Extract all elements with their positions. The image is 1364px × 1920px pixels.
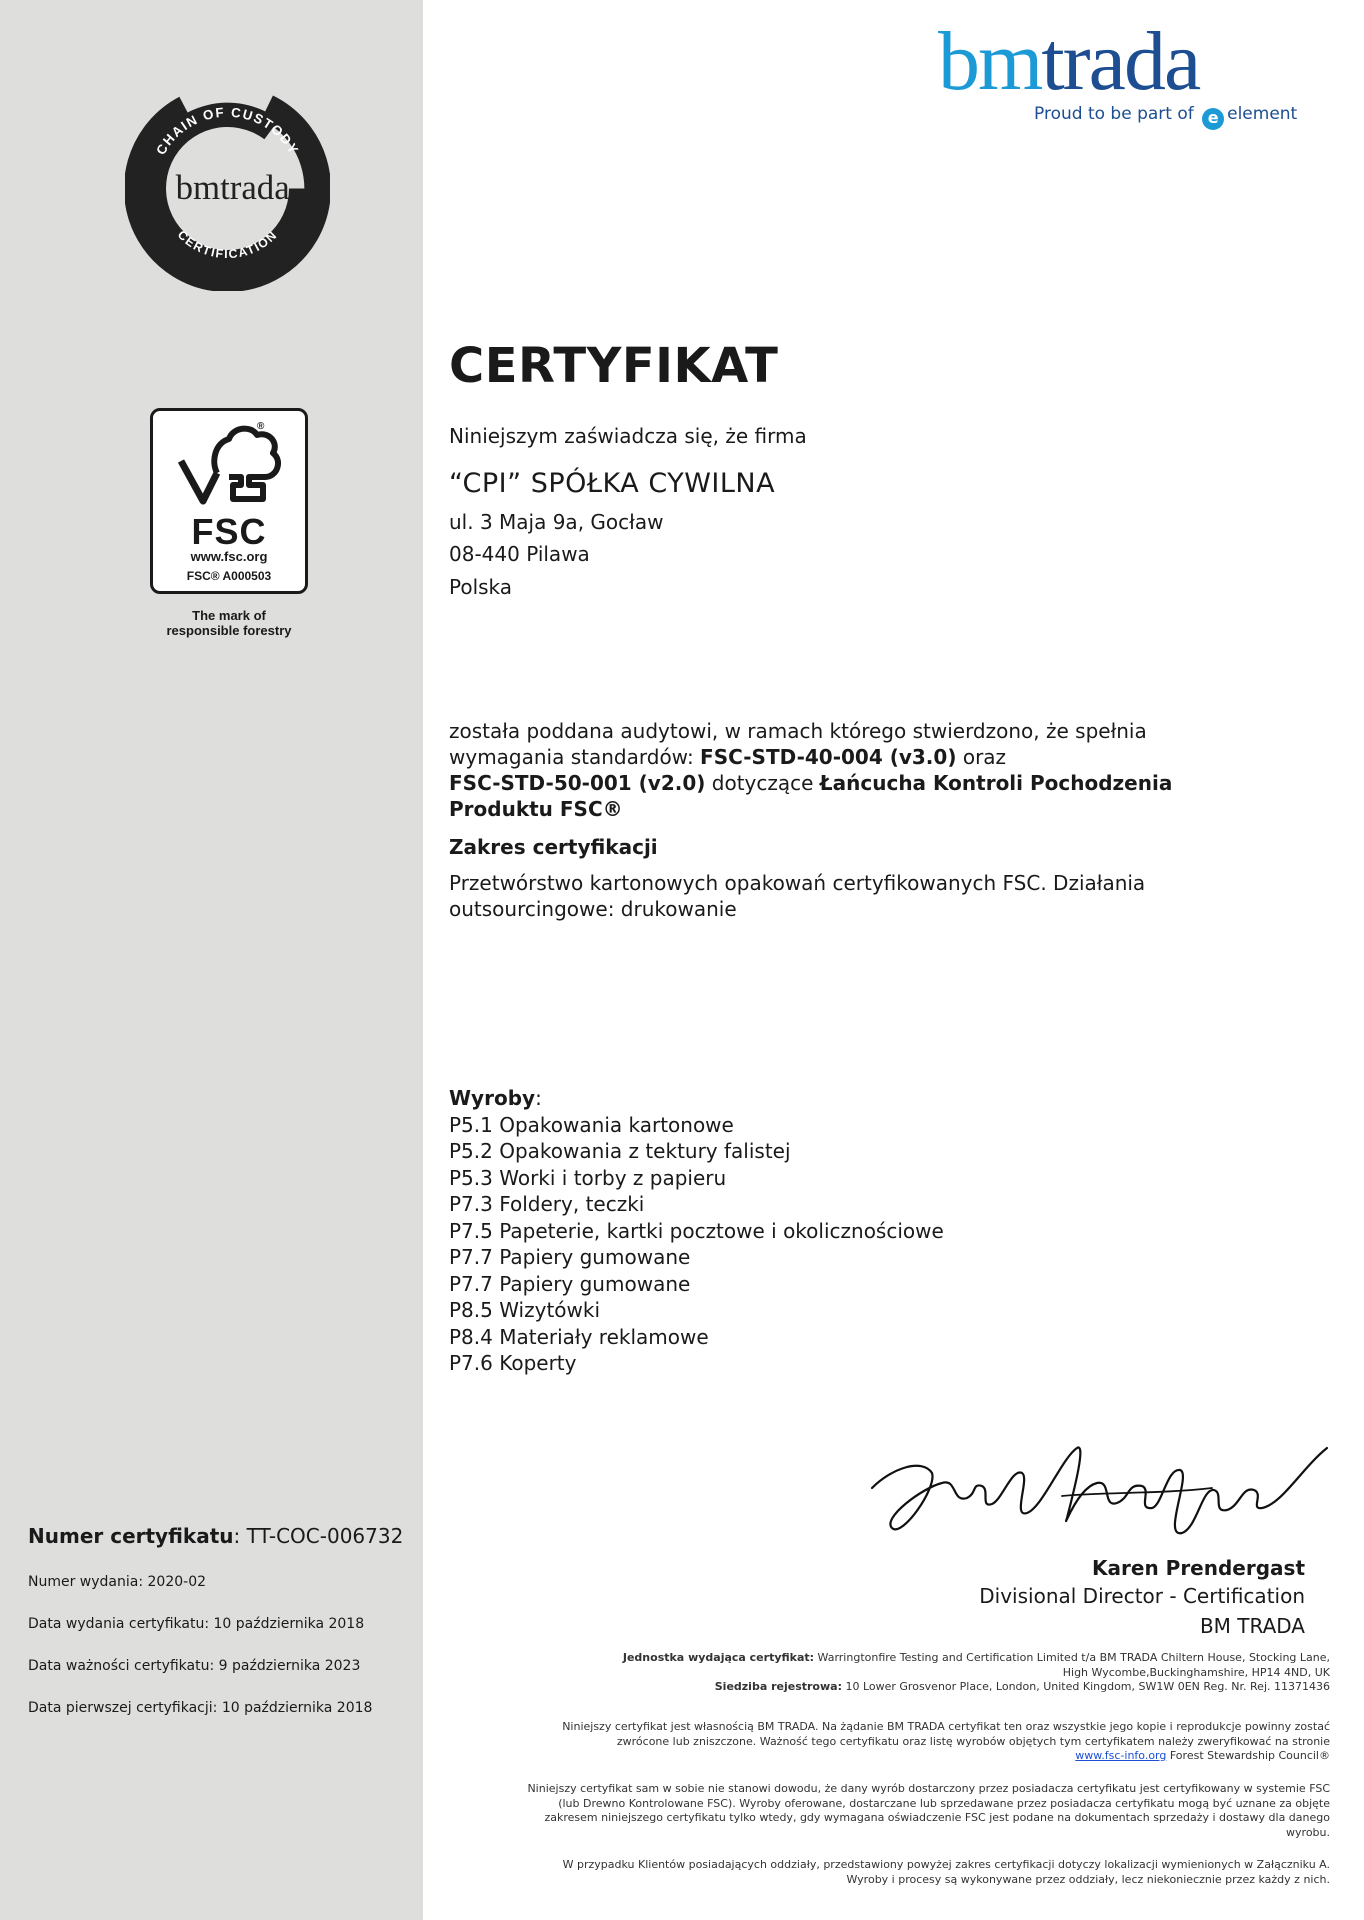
fsc-logo	[150, 408, 308, 594]
list-item: P5.2 Opakowania z tektury falistej	[449, 1139, 791, 1163]
seal-center-text: bmtrada	[175, 167, 290, 207]
brand-tagline: Proud to be part of e element	[1034, 104, 1297, 130]
validity-note: Niniejszy certyfikat sam w sobie nie stanowi dowodu, że dany wyrób dostarczony przez posiadacza certyfikatu jest certyfikowany w systemie FSC (lub Drewno Kontrolowane FSC). Wyroby oferowane, dostarczane lub sprzedawane przez posiadacza certyfikatu mogą być uznane za objęte zakresem niniejszego certyfikatu tylko wtedy, gdy wymagana oświadczenie FSC jest podane na dokumentach sprzedaży i dostawy dla danego wyrobu.	[527, 1782, 1330, 1839]
ownership-note: Niniejszy certyfikat jest własnością BM TRADA. Na żądanie BM TRADA certyfikat ten oraz wszystkie jego kopie i reprodukcje powinny zostać zwrócone lub zniszczone. Ważność tego certyfikatu oraz listę wyrobów objętych tym certyfikatem należy zweryfikować na stronie www.fsc-info.org Forest Stewardship Council®	[562, 1720, 1330, 1762]
page-title: CERTYFIKAT	[449, 338, 779, 394]
branches-note: W przypadku Klientów posiadających oddziały, przedstawiony powyżej zakres certyfikacji dotyczy lokalizacji wymienionych w Załączniku A. Wyroby i procesy są wykonywane przez oddziały, lecz niekoniecznie przez każdy z nich.	[562, 1858, 1330, 1886]
products-heading: Wyroby:	[449, 1086, 542, 1110]
address-line-1: ul. 3 Maja 9a, Gocław	[449, 510, 664, 534]
intro-text: Niniejszym zaświadcza się, że firma	[449, 424, 807, 448]
seal-bottom-text: CERTIFICATION	[174, 227, 281, 262]
products-list	[449, 1085, 944, 1377]
list-item: P7.7 Papiery gumowane	[449, 1271, 691, 1296]
issue-number: Numer wydania: 2020-02	[28, 1574, 207, 1590]
signer-organization: BM TRADA	[1199, 1614, 1305, 1638]
list-item: P7.5 Papeterie, kartki pocztowe i okolicznościowe	[449, 1218, 944, 1243]
fsc-word: FSC	[191, 511, 267, 552]
signer-name: Karen Prendergast	[1092, 1556, 1305, 1580]
fsc-license: FSC® A000503	[186, 569, 272, 583]
signer-role: Divisional Director - Certification	[979, 1584, 1305, 1608]
element-icon: e	[1202, 108, 1224, 130]
signature-image	[862, 1428, 1340, 1548]
address-line-3: Polska	[449, 575, 513, 599]
issuer-info: Jednostka wydająca certyfikat: Warringtonfire Testing and Certification Limited t/a BM TRADA Chiltern House, Stocking Lane, High Wycombe,Buckinghamshire, HP14 4ND, UK Siedziba rejestrowa: 10 Lower Grosvenor Place, London, United Kingdom, SW1W 0EN Reg. Nr. Rej. 11371436	[622, 1651, 1330, 1693]
list-item: P7.7 Papiery gumowane	[449, 1245, 691, 1269]
list-item: P8.4 Materiały reklamowe	[449, 1324, 709, 1349]
list-item: P7.3 Foldery, teczki	[449, 1192, 645, 1216]
bmtrada-logo: bmtrada	[938, 15, 1200, 108]
first-certification-date: Data pierwszej certyfikacji: 10 października 2018	[28, 1700, 373, 1716]
audit-statement: została poddana audytowi, w ramach którego stwierdzono, że spełnia wymagania standardów: FSC-STD-40-004 (v3.0) oraz FSC-STD-50-001 (v2.0) dotyczące Łańcucha Kontroli Pochodzenia Produktu FSC®	[449, 719, 1173, 821]
fsc-url: www.fsc.org	[190, 549, 268, 564]
certificate-number: Numer certyfikatu: TT-COC-006732	[28, 1524, 404, 1548]
issue-date: Data wydania certyfikatu: 10 października 2018	[28, 1616, 365, 1632]
expiry-date: Data ważności certyfikatu: 9 października 2023	[28, 1658, 361, 1674]
address-line-2: 08-440 Pilawa	[449, 542, 590, 566]
fsc-registered-mark: ®	[257, 421, 265, 432]
list-item: P5.1 Opakowania kartonowe	[449, 1112, 734, 1137]
scope-text: Przetwórstwo kartonowych opakowań certyfikowanych FSC. Działania outsourcingowe: drukowanie	[449, 871, 1146, 921]
list-item: P8.5 Wizytówki	[449, 1298, 601, 1322]
list-item: P7.6 Koperty	[449, 1351, 577, 1375]
chain-of-custody-seal	[125, 86, 330, 291]
fsc-tree-icon	[171, 421, 291, 511]
company-name: “CPI” SPÓŁKA CYWILNA	[449, 468, 776, 499]
fsc-tagline: The mark of responsible forestry	[166, 608, 292, 638]
list-item: P5.3 Worki i torby z papieru	[449, 1165, 727, 1190]
fsc-info-link[interactable]: www.fsc-info.org	[1075, 1749, 1167, 1762]
scope-heading: Zakres certyfikacji	[449, 835, 658, 859]
seal-top-text: CHAIN OF CUSTODY	[153, 104, 302, 158]
